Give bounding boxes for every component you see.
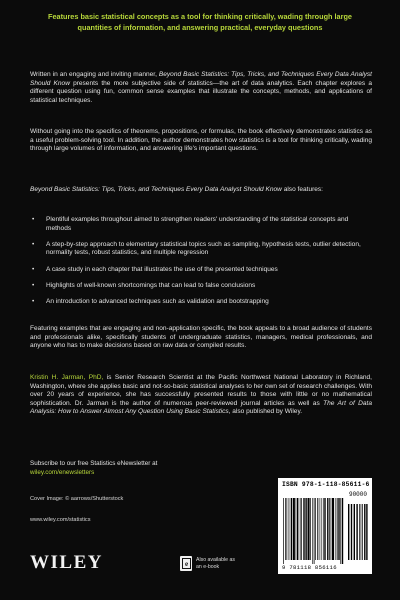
author-bio <box>30 374 372 417</box>
cover-credit: Cover Image: © aarrows/Shutterstock <box>30 496 124 502</box>
features-book-title: Beyond Basic Statistics: Tips, Tricks, and Techniques Every Data Analyst Should Know <box>30 186 282 193</box>
feature-text: Plentiful examples throughout aimed to strengthen readers' understanding of the statistical concepts and methods <box>46 216 349 232</box>
book-title: Beyond Basic Statistics: Tips, Tricks, and Techniques Every Data Analyst Should Know <box>30 71 372 87</box>
feature-text: Highlights of well-known shortcomings that can lead to false conclusions <box>46 281 256 289</box>
bullet-icon: • <box>32 265 35 273</box>
tagline: Features basic statistical concepts as a tool for thinking critically, wading through large quantities of information, and answering practical, everyday questions <box>48 12 352 32</box>
svg-text:e: e <box>184 560 188 568</box>
ebook-icon <box>180 556 192 571</box>
website-link[interactable]: www.wiley.com/statistics <box>30 517 91 523</box>
bullet-icon: • <box>32 216 35 223</box>
newsletter-block <box>30 460 157 477</box>
author-bio-part2: , also published by Wiley. <box>228 408 303 416</box>
list-item <box>30 216 372 233</box>
bullet-icon: • <box>32 297 35 305</box>
intro-suffix: presents the more subjective side of statistics—the art of data analytics. Each chapter explores a different question using fun, common sense examples that illustrate the concepts, methods, and applications of statistical techniques. <box>30 79 372 104</box>
publisher-logo: WILEY <box>30 552 103 573</box>
barcode-bars <box>282 492 368 564</box>
feature-text: A case study in each chapter that illustrates the use of the presented techniques <box>46 265 278 273</box>
list-item <box>30 282 372 291</box>
features-intro <box>30 186 372 195</box>
list-item <box>30 241 372 258</box>
barcode-digits: 9 781118 856116 <box>282 564 337 571</box>
features-list <box>30 216 372 314</box>
audience-paragraph: Featuring examples that are engaging and non-application specific, the book appeals to a broad audience of students and professionals alike, specifically students of undergraduate statistics, managers, medical professionals, and anyone who has to make decisions based on raw data or compiled results. <box>30 325 372 350</box>
feature-text: An introduction to advanced techniques such as validation and bootstrapping <box>46 297 269 305</box>
isbn-barcode <box>278 478 372 574</box>
other-book-title: The Art of Data Analysis: How to Answer Almost Any Question Using Basic Statistics <box>30 399 372 416</box>
feature-text: A step-by-step approach to elementary statistical topics such as sampling, hypothesis tests, outlier detection, normality tests, robust statistics, and multiple regression <box>46 240 361 257</box>
subscribe-text: Subscribe to our free Statistics eNewsletter at <box>30 460 158 467</box>
author-name: Kristin H. Jarman, PhD, <box>30 374 104 381</box>
list-item <box>30 298 372 307</box>
price-code: 90000 <box>348 491 367 498</box>
ebook-text: Also available as an e-book <box>196 557 235 570</box>
bullet-icon: • <box>32 281 35 289</box>
intro-paragraph <box>30 71 372 105</box>
intro-prefix: Written in an engaging and inviting manner, <box>30 71 159 78</box>
isbn-number: ISBN 978-1-118-85611-6 <box>282 481 370 488</box>
author-bio-part1: is Senior Research Scientist at the Pacific Northwest National Laboratory in Richland, Washington, where she applies basic and not-so-basic statistical analyses to her own set of research challenges. With over 20 years of experience, she has successfully presented results to those with little or no mathematical sophistication. Dr. Jarman is the author of numerous peer-reviewed journal articles as well as <box>30 374 372 407</box>
list-item <box>30 266 372 275</box>
bullet-icon: • <box>32 240 35 248</box>
description-paragraph: Without going into the specifics of theorems, propositions, or formulas, the book effectively demonstrates statistics as a useful problem-solving tool. In addition, the author demonstrates how statistics is a tool for thinking critically, wading through large volumes of information, and answering life's important questions. <box>30 128 372 153</box>
features-intro-suffix: also features: <box>281 186 323 193</box>
newsletter-link[interactable]: wiley.com/enewsletters <box>30 468 95 476</box>
ebook-badge <box>180 556 242 571</box>
